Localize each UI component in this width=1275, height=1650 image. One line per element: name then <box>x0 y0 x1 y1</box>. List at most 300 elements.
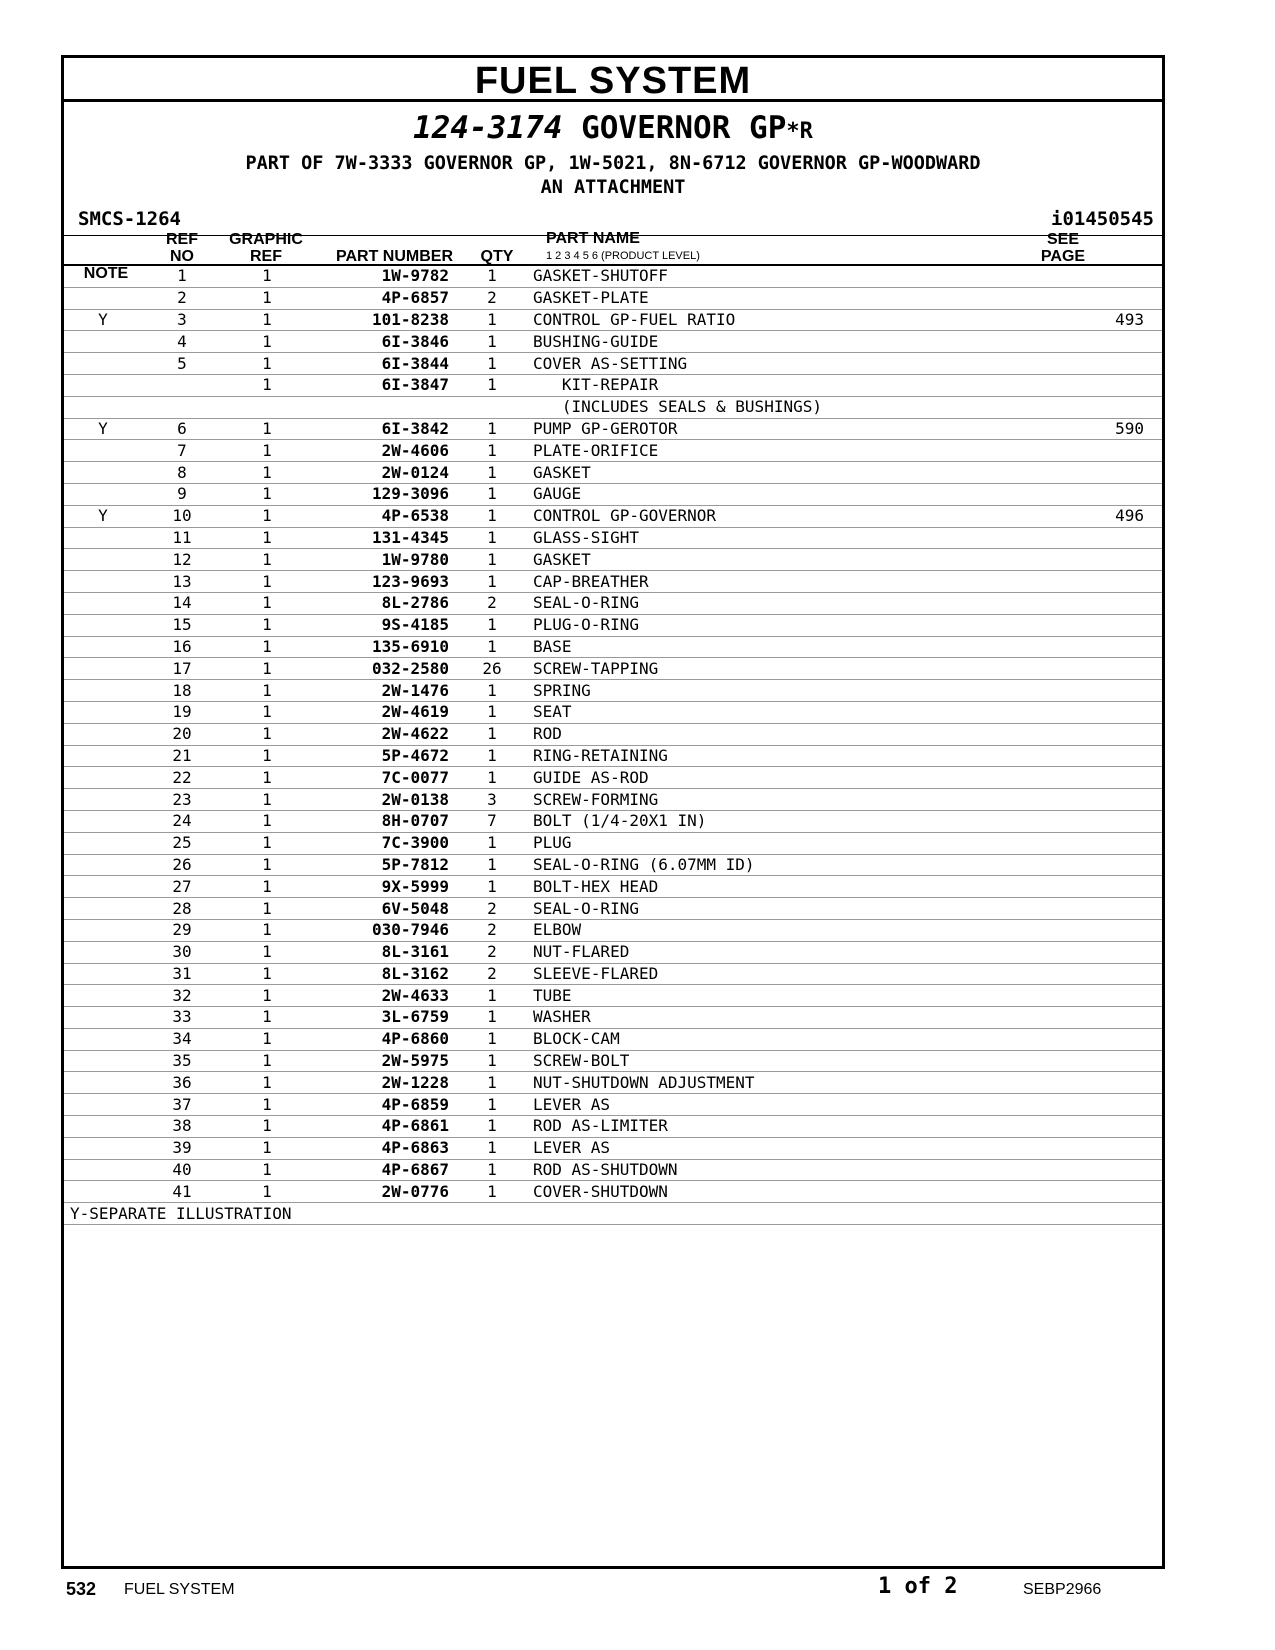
table-row <box>64 1137 1162 1159</box>
ref-no-cell: 8 <box>142 462 222 484</box>
group-title <box>64 110 1162 150</box>
graphic-ref-cell: 1 <box>222 1181 312 1203</box>
graphic-ref-cell: 1 <box>222 1137 312 1159</box>
qty-cell: 1 <box>457 527 527 549</box>
see-page-cell <box>967 1028 1162 1050</box>
see-page-cell <box>967 353 1162 375</box>
table-row <box>64 1116 1162 1138</box>
part-number-cell: 8L-3162 <box>312 963 457 985</box>
graphic-ref-cell: 1 <box>222 1094 312 1116</box>
part-number-cell <box>312 396 457 418</box>
part-name-cell: GLASS-SIGHT <box>527 527 967 549</box>
note-cell <box>64 614 142 636</box>
table-row <box>64 810 1162 832</box>
col-header-part-number: PART NUMBER <box>335 248 453 265</box>
table-row <box>64 287 1162 309</box>
note-cell <box>64 854 142 876</box>
ref-no-cell: 19 <box>142 701 222 723</box>
graphic-ref-cell: 1 <box>222 701 312 723</box>
graphic-ref-cell: 1 <box>222 287 312 309</box>
see-page-cell <box>967 963 1162 985</box>
ref-no-cell: 24 <box>142 810 222 832</box>
table-row <box>64 353 1162 375</box>
graphic-ref-cell: 1 <box>222 658 312 680</box>
ref-no-cell: 32 <box>142 985 222 1007</box>
qty-cell: 1 <box>457 374 527 396</box>
qty-cell: 1 <box>457 1159 527 1181</box>
qty-cell: 1 <box>457 854 527 876</box>
part-name-cell: KIT-REPAIR <box>527 374 967 396</box>
part-name-cell: SEAL-O-RING <box>527 898 967 920</box>
graphic-ref-cell: 1 <box>222 418 312 440</box>
ref-no-cell: 5 <box>142 353 222 375</box>
note-cell <box>64 658 142 680</box>
part-number-cell: 6I-3844 <box>312 353 457 375</box>
note-cell <box>64 353 142 375</box>
ref-no-cell: 37 <box>142 1094 222 1116</box>
ref-no-cell: 40 <box>142 1159 222 1181</box>
part-name-cell: ROD AS-LIMITER <box>527 1116 967 1138</box>
qty-cell: 2 <box>457 898 527 920</box>
note-cell <box>64 462 142 484</box>
qty-cell: 1 <box>457 266 527 287</box>
table-row <box>64 1028 1162 1050</box>
note-cell <box>64 636 142 658</box>
group-name: GOVERNOR GP <box>581 110 787 146</box>
parts-table <box>64 266 1162 1225</box>
see-page-cell <box>967 440 1162 462</box>
part-number-cell: 8H-0707 <box>312 810 457 832</box>
table-row <box>64 614 1162 636</box>
graphic-ref-cell: 1 <box>222 1028 312 1050</box>
graphic-ref-cell: 1 <box>222 309 312 331</box>
note-cell <box>64 767 142 789</box>
table-row <box>64 745 1162 767</box>
graphic-ref-cell: 1 <box>222 810 312 832</box>
graphic-ref-cell: 1 <box>222 636 312 658</box>
graphic-ref-cell: 1 <box>222 353 312 375</box>
table-row <box>64 963 1162 985</box>
see-page-cell <box>967 374 1162 396</box>
ref-no-cell: 7 <box>142 440 222 462</box>
graphic-ref-cell: 1 <box>222 941 312 963</box>
part-number-cell: 032-2580 <box>312 658 457 680</box>
table-row <box>64 1050 1162 1072</box>
part-number-cell: 4P-6538 <box>312 505 457 527</box>
table-row <box>64 658 1162 680</box>
note-cell <box>64 745 142 767</box>
part-number-cell: 9S-4185 <box>312 614 457 636</box>
qty-cell: 1 <box>457 1028 527 1050</box>
ref-no-cell: 23 <box>142 789 222 811</box>
note-cell <box>64 1072 142 1094</box>
see-page-cell <box>967 571 1162 593</box>
document-ident: i01450545 <box>1051 208 1154 230</box>
part-name-cell: ROD <box>527 723 967 745</box>
qty-cell: 1 <box>457 1050 527 1072</box>
part-number-cell: 129-3096 <box>312 483 457 505</box>
see-page-cell <box>967 266 1162 287</box>
qty-cell: 2 <box>457 592 527 614</box>
note-cell <box>64 1007 142 1029</box>
qty-cell <box>457 396 527 418</box>
table-row <box>64 854 1162 876</box>
ref-no-cell: 13 <box>142 571 222 593</box>
product-level-scale: 1 2 3 4 5 6 (PRODUCT LEVEL) <box>546 250 700 262</box>
ref-no-cell: 22 <box>142 767 222 789</box>
see-page-cell <box>967 658 1162 680</box>
qty-cell: 1 <box>457 571 527 593</box>
see-page-cell <box>967 919 1162 941</box>
note-cell <box>64 483 142 505</box>
part-name-cell: CONTROL GP-GOVERNOR <box>527 505 967 527</box>
qty-cell: 1 <box>457 614 527 636</box>
part-number-cell: 5P-7812 <box>312 854 457 876</box>
ref-no-cell: 34 <box>142 1028 222 1050</box>
note-cell <box>64 1137 142 1159</box>
footer-section-name: FUEL SYSTEM <box>124 1581 235 1598</box>
part-name-cell: ELBOW <box>527 919 967 941</box>
ref-no-cell: 2 <box>142 287 222 309</box>
ref-no-cell: 10 <box>142 505 222 527</box>
table-row <box>64 418 1162 440</box>
graphic-ref-cell: 1 <box>222 985 312 1007</box>
table-row <box>64 571 1162 593</box>
table-row <box>64 701 1162 723</box>
qty-cell: 1 <box>457 331 527 353</box>
see-page-cell <box>967 680 1162 702</box>
part-name-cell: LEVER AS <box>527 1094 967 1116</box>
see-page-cell <box>967 1050 1162 1072</box>
note-cell <box>64 571 142 593</box>
table-row <box>64 680 1162 702</box>
part-name-cell: COVER-SHUTDOWN <box>527 1181 967 1203</box>
part-number-cell: 2W-0776 <box>312 1181 457 1203</box>
see-page-cell <box>967 527 1162 549</box>
qty-cell: 1 <box>457 440 527 462</box>
table-row <box>64 331 1162 353</box>
note-cell <box>64 1094 142 1116</box>
see-page-cell <box>967 592 1162 614</box>
part-number-cell: 6V-5048 <box>312 898 457 920</box>
table-row <box>64 1072 1162 1094</box>
footnote-text: Y-SEPARATE ILLUSTRATION <box>64 1203 1162 1225</box>
part-number-cell: 2W-0138 <box>312 789 457 811</box>
see-page-cell <box>967 1116 1162 1138</box>
see-page-cell <box>967 832 1162 854</box>
graphic-ref-cell: 1 <box>222 745 312 767</box>
part-number-cell: 2W-4619 <box>312 701 457 723</box>
ref-no-cell: 29 <box>142 919 222 941</box>
ref-no-cell: 26 <box>142 854 222 876</box>
part-number-cell: 9X-5999 <box>312 876 457 898</box>
footer-doc-id: SEBP2966 <box>1023 1581 1102 1598</box>
ref-no-cell: 41 <box>142 1181 222 1203</box>
ref-no-cell: 31 <box>142 963 222 985</box>
qty-cell: 2 <box>457 963 527 985</box>
col-header-part-name: PART NAME <box>546 230 640 247</box>
see-page-cell <box>967 876 1162 898</box>
note-cell <box>64 592 142 614</box>
part-number-cell: 5P-4672 <box>312 745 457 767</box>
qty-cell: 1 <box>457 1072 527 1094</box>
table-row <box>64 374 1162 396</box>
part-number-cell: 2W-5975 <box>312 1050 457 1072</box>
qty-cell: 1 <box>457 1116 527 1138</box>
part-number-cell: 2W-4606 <box>312 440 457 462</box>
note-cell <box>64 527 142 549</box>
part-number-cell: 2W-4633 <box>312 985 457 1007</box>
qty-cell: 7 <box>457 810 527 832</box>
graphic-ref-cell: 1 <box>222 483 312 505</box>
note-cell <box>64 1181 142 1203</box>
qty-cell: 1 <box>457 723 527 745</box>
note-cell <box>64 440 142 462</box>
part-number-cell: 8L-3161 <box>312 941 457 963</box>
ref-no-cell: 18 <box>142 680 222 702</box>
part-number-cell: 4P-6861 <box>312 1116 457 1138</box>
graphic-ref-cell: 1 <box>222 1007 312 1029</box>
part-name-cell: BOLT-HEX HEAD <box>527 876 967 898</box>
graphic-ref-cell: 1 <box>222 854 312 876</box>
note-cell <box>64 810 142 832</box>
part-name-cell: GASKET <box>527 462 967 484</box>
part-number-cell: 2W-1476 <box>312 680 457 702</box>
part-name-cell: PLUG <box>527 832 967 854</box>
qty-cell: 2 <box>457 919 527 941</box>
note-cell <box>64 701 142 723</box>
see-page-cell <box>967 854 1162 876</box>
graphic-ref-cell: 1 <box>222 963 312 985</box>
part-number-cell: 7C-0077 <box>312 767 457 789</box>
part-number-cell: 6I-3846 <box>312 331 457 353</box>
see-page-cell <box>967 462 1162 484</box>
graphic-ref-cell: 1 <box>222 571 312 593</box>
see-page-cell <box>967 331 1162 353</box>
ref-no-cell: 35 <box>142 1050 222 1072</box>
part-of-block <box>64 152 1162 200</box>
ref-no-cell: 30 <box>142 941 222 963</box>
part-name-cell: NUT-FLARED <box>527 941 967 963</box>
table-row <box>64 1007 1162 1029</box>
see-page-cell <box>967 483 1162 505</box>
part-name-cell: SCREW-BOLT <box>527 1050 967 1072</box>
qty-cell: 1 <box>457 309 527 331</box>
see-page-cell <box>967 1137 1162 1159</box>
ref-no-cell: 38 <box>142 1116 222 1138</box>
part-number-cell: 2W-0124 <box>312 462 457 484</box>
section-title: FUEL SYSTEM <box>64 58 1162 102</box>
see-page-cell: 493 <box>967 309 1162 331</box>
part-name-cell: RING-RETAINING <box>527 745 967 767</box>
part-name-cell: PUMP GP-GEROTOR <box>527 418 967 440</box>
note-cell <box>64 963 142 985</box>
ref-no-cell: 25 <box>142 832 222 854</box>
ref-no-cell: 4 <box>142 331 222 353</box>
qty-cell: 2 <box>457 941 527 963</box>
smcs-code: SMCS-1264 <box>78 208 181 230</box>
graphic-ref-cell: 1 <box>222 789 312 811</box>
graphic-ref-cell: 1 <box>222 1159 312 1181</box>
see-page-cell <box>967 723 1162 745</box>
table-row <box>64 462 1162 484</box>
table-row <box>64 898 1162 920</box>
part-name-cell: LEVER AS <box>527 1137 967 1159</box>
note-cell <box>64 876 142 898</box>
part-number-cell: 135-6910 <box>312 636 457 658</box>
table-row <box>64 1094 1162 1116</box>
note-cell <box>64 832 142 854</box>
group-suffix: *R <box>786 119 813 144</box>
table-row <box>64 592 1162 614</box>
see-page-cell <box>967 767 1162 789</box>
graphic-ref-cell: 1 <box>222 505 312 527</box>
part-name-cell: CAP-BREATHER <box>527 571 967 593</box>
part-number-cell: 4P-6857 <box>312 287 457 309</box>
part-name-cell: (INCLUDES SEALS & BUSHINGS) <box>527 396 967 418</box>
note-cell: Y <box>64 418 142 440</box>
note-cell <box>64 941 142 963</box>
ref-no-cell: 14 <box>142 592 222 614</box>
ref-no-cell: 12 <box>142 549 222 571</box>
table-row <box>64 309 1162 331</box>
part-name-cell: GAUGE <box>527 483 967 505</box>
qty-cell: 1 <box>457 680 527 702</box>
graphic-ref-cell: 1 <box>222 898 312 920</box>
part-number-cell: 2W-1228 <box>312 1072 457 1094</box>
see-page-cell <box>967 396 1162 418</box>
footer-page-number: 532 <box>66 1579 97 1599</box>
see-page-cell <box>967 985 1162 1007</box>
see-page-cell: 496 <box>967 505 1162 527</box>
qty-cell: 1 <box>457 483 527 505</box>
note-cell <box>64 919 142 941</box>
qty-cell: 2 <box>457 287 527 309</box>
qty-cell: 26 <box>457 658 527 680</box>
part-name-cell: WASHER <box>527 1007 967 1029</box>
see-page-cell <box>967 1072 1162 1094</box>
part-number-cell: 1W-9782 <box>312 266 457 287</box>
qty-cell: 1 <box>457 745 527 767</box>
ref-no-cell: 28 <box>142 898 222 920</box>
ref-no-cell <box>142 396 222 418</box>
note-cell <box>64 331 142 353</box>
table-row <box>64 789 1162 811</box>
graphic-ref-cell: 1 <box>222 331 312 353</box>
ref-no-cell: 39 <box>142 1137 222 1159</box>
part-number-cell: 7C-3900 <box>312 832 457 854</box>
see-page-cell <box>967 1007 1162 1029</box>
part-number-cell: 6I-3847 <box>312 374 457 396</box>
table-row <box>64 941 1162 963</box>
ref-no-cell <box>142 374 222 396</box>
note-cell <box>64 985 142 1007</box>
ref-no-cell: 17 <box>142 658 222 680</box>
ref-no-cell: 21 <box>142 745 222 767</box>
graphic-ref-cell: 1 <box>222 592 312 614</box>
part-name-cell: SPRING <box>527 680 967 702</box>
table-row <box>64 505 1162 527</box>
table-row <box>64 527 1162 549</box>
note-cell <box>64 287 142 309</box>
see-page-cell <box>967 549 1162 571</box>
see-page-cell <box>967 636 1162 658</box>
qty-cell: 1 <box>457 876 527 898</box>
see-page-cell: 590 <box>967 418 1162 440</box>
table-row <box>64 1159 1162 1181</box>
see-page-cell <box>967 701 1162 723</box>
note-cell <box>64 1116 142 1138</box>
see-page-cell <box>967 941 1162 963</box>
ref-no-cell: 6 <box>142 418 222 440</box>
graphic-ref-cell: 1 <box>222 1072 312 1094</box>
parts-table-body <box>64 266 1162 1225</box>
part-name-cell: GUIDE AS-ROD <box>527 767 967 789</box>
table-row <box>64 483 1162 505</box>
col-header-qty: QTY <box>480 248 514 265</box>
ref-no-cell: 27 <box>142 876 222 898</box>
note-cell <box>64 898 142 920</box>
part-number-cell: 2W-4622 <box>312 723 457 745</box>
ref-no-cell: 20 <box>142 723 222 745</box>
qty-cell: 1 <box>457 1181 527 1203</box>
note-cell: Y <box>64 505 142 527</box>
part-name-cell: COVER AS-SETTING <box>527 353 967 375</box>
note-cell <box>64 1028 142 1050</box>
table-row <box>64 549 1162 571</box>
graphic-ref-cell: 1 <box>222 614 312 636</box>
graphic-ref-cell: 1 <box>222 374 312 396</box>
graphic-ref-cell: 1 <box>222 549 312 571</box>
part-name-cell: NUT-SHUTDOWN ADJUSTMENT <box>527 1072 967 1094</box>
see-page-cell <box>967 614 1162 636</box>
table-row <box>64 876 1162 898</box>
table-row <box>64 767 1162 789</box>
part-name-cell: CONTROL GP-FUEL RATIO <box>527 309 967 331</box>
note-cell <box>64 374 142 396</box>
part-name-cell: GASKET-PLATE <box>527 287 967 309</box>
qty-cell: 1 <box>457 462 527 484</box>
qty-cell: 3 <box>457 789 527 811</box>
see-page-cell <box>967 898 1162 920</box>
qty-cell: 1 <box>457 1007 527 1029</box>
table-row <box>64 396 1162 418</box>
part-number-cell: 3L-6759 <box>312 1007 457 1029</box>
note-cell: Y <box>64 309 142 331</box>
qty-cell: 1 <box>457 1094 527 1116</box>
graphic-ref-cell: 1 <box>222 266 312 287</box>
qty-cell: 1 <box>457 549 527 571</box>
graphic-ref-cell: 1 <box>222 876 312 898</box>
see-page-cell <box>967 1159 1162 1181</box>
part-name-cell: PLATE-ORIFICE <box>527 440 967 462</box>
ref-no-cell: 15 <box>142 614 222 636</box>
part-number-cell: 6I-3842 <box>312 418 457 440</box>
part-number-cell: 123-9693 <box>312 571 457 593</box>
col-header-graphic-ref: GRAPHIC REF <box>229 231 303 265</box>
col-header-ref-no: REF NO <box>166 231 198 265</box>
graphic-ref-cell: 1 <box>222 919 312 941</box>
qty-cell: 1 <box>457 767 527 789</box>
part-number-cell: 4P-6863 <box>312 1137 457 1159</box>
ref-no-cell: 9 <box>142 483 222 505</box>
qty-cell: 1 <box>457 832 527 854</box>
graphic-ref-cell: 1 <box>222 680 312 702</box>
note-cell <box>64 1050 142 1072</box>
part-of-line-2: AN ATTACHMENT <box>540 177 686 198</box>
part-name-cell: BOLT (1/4-20X1 IN) <box>527 810 967 832</box>
graphic-ref-cell: 1 <box>222 767 312 789</box>
